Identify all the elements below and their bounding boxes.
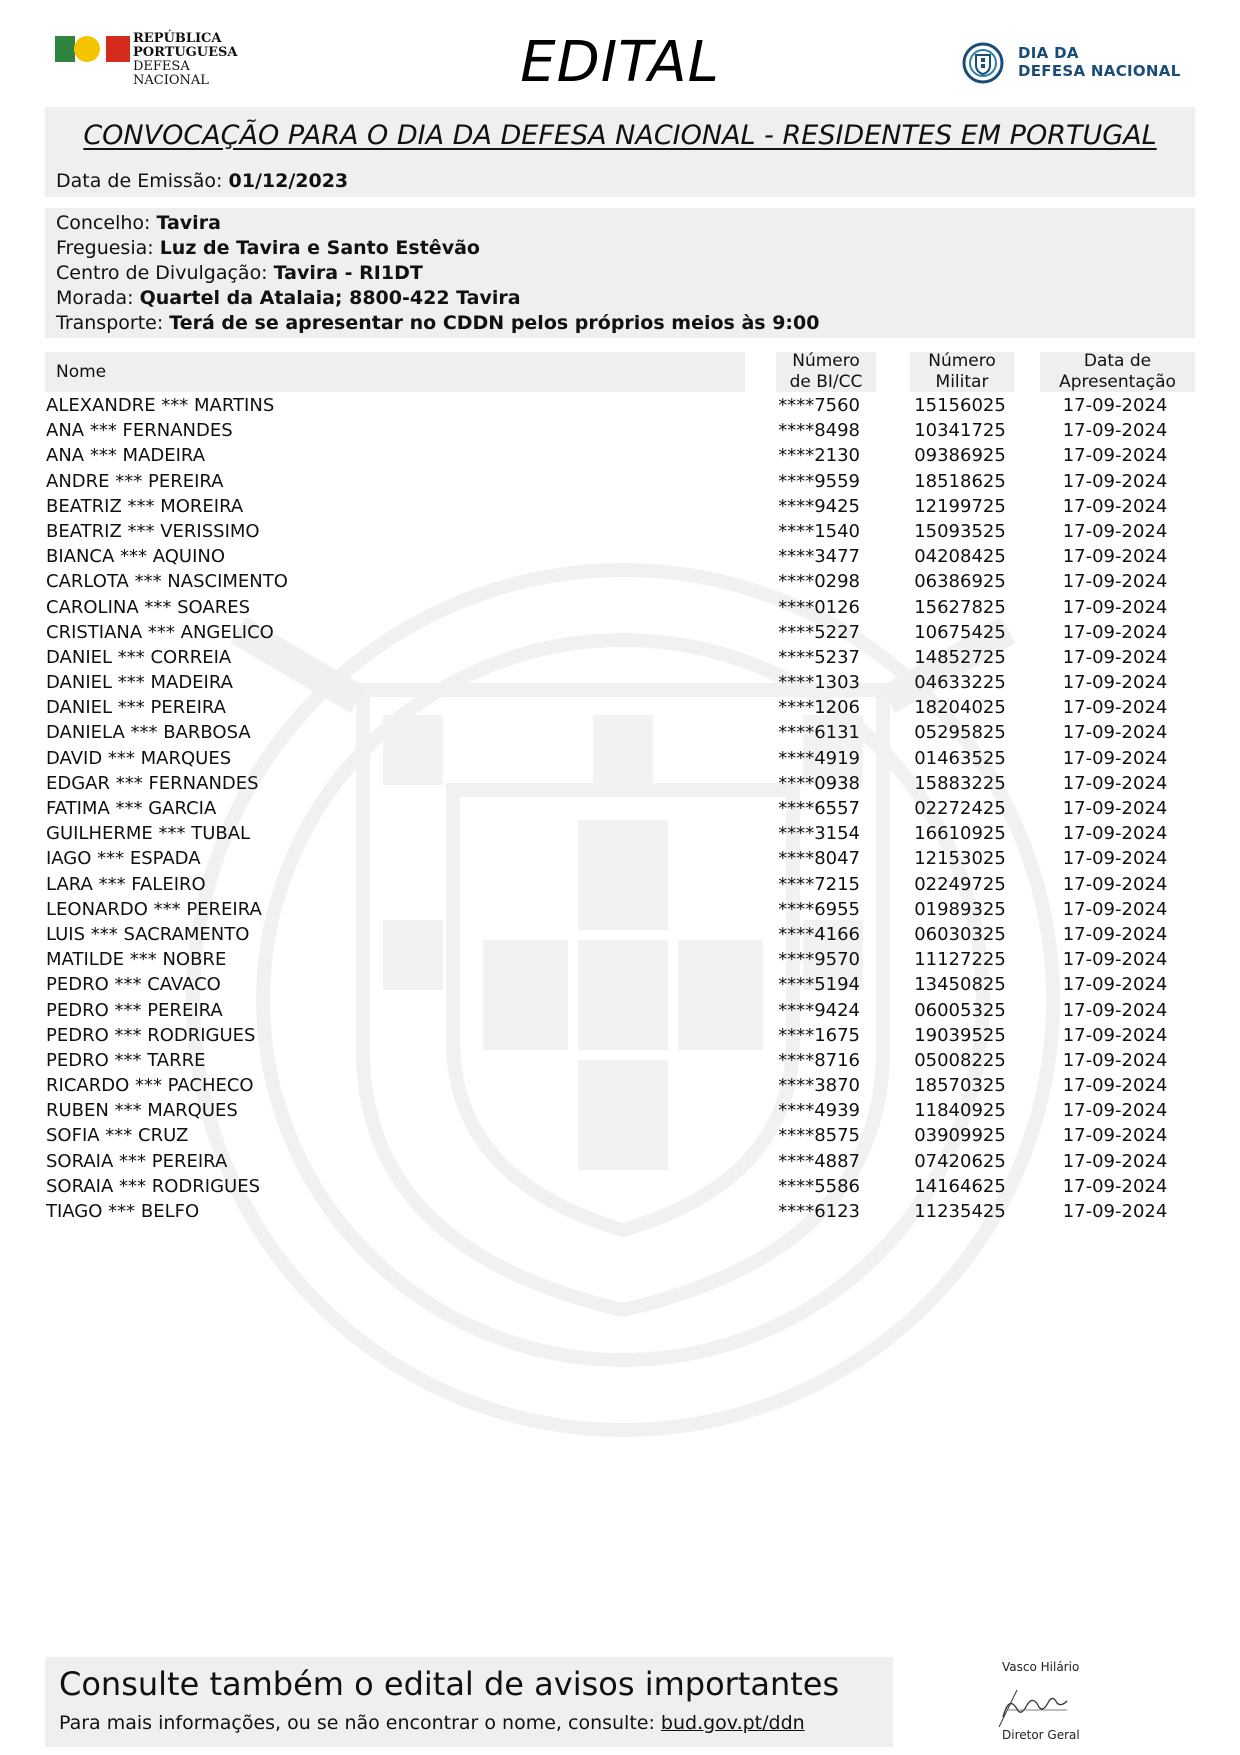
cell-data: 17-09-2024: [1062, 848, 1168, 870]
cell-data: 17-09-2024: [1062, 747, 1168, 769]
table-row: [0, 1199, 1240, 1224]
cell-militar: 18204025: [914, 697, 1006, 719]
cell-data: 17-09-2024: [1062, 1150, 1168, 1172]
cell-data: 17-09-2024: [1062, 823, 1168, 845]
header-militar-line2: Militar: [935, 372, 989, 392]
cell-bi: ****7215: [778, 873, 860, 895]
cell-bi: ****0298: [778, 571, 860, 593]
cell-bi: ****1540: [778, 520, 860, 542]
cell-militar: 11840925: [914, 1100, 1006, 1122]
cell-militar: 06005325: [914, 999, 1006, 1021]
cell-bi: ****5194: [778, 974, 860, 996]
cell-nome: BEATRIZ *** VERISSIMO: [46, 520, 260, 542]
transporte-line: [56, 311, 819, 336]
footer-info-text: Para mais informações, ou se não encontrar o nome, consulte:: [59, 1712, 655, 1734]
republica-line1: REPÚBLICA: [133, 31, 222, 46]
cell-militar: 16610925: [914, 823, 1006, 845]
table-row: [0, 1098, 1240, 1123]
cell-militar: 14852725: [914, 646, 1006, 668]
morada-label: Morada:: [56, 287, 134, 309]
cell-nome: DANIEL *** CORREIA: [46, 646, 232, 668]
cell-militar: 09386925: [914, 445, 1006, 467]
ddn-line1: DIA DA: [1018, 44, 1079, 62]
table-row: [0, 469, 1240, 494]
transporte-value: Terá de se apresentar no CDDN pelos próprios meios às 9:00: [169, 312, 820, 334]
cell-bi: ****0126: [778, 596, 860, 618]
cell-data: 17-09-2024: [1062, 923, 1168, 945]
table-row: [0, 720, 1240, 745]
emission-label: Data de Emissão:: [56, 170, 223, 192]
convocation-table-body: [0, 393, 1240, 1224]
cell-bi: ****4919: [778, 747, 860, 769]
defesa-line1: DEFESA: [133, 59, 190, 74]
table-row: [0, 821, 1240, 846]
table-row: [0, 1149, 1240, 1174]
cell-militar: 05295825: [914, 722, 1006, 744]
cell-data: 17-09-2024: [1062, 445, 1168, 467]
table-row: [0, 897, 1240, 922]
centro-label: Centro de Divulgação:: [56, 262, 268, 284]
cell-nome: ANA *** FERNANDES: [46, 420, 233, 442]
freguesia-line: [56, 236, 480, 261]
cell-militar: 06030325: [914, 923, 1006, 945]
cell-bi: ****2130: [778, 445, 860, 467]
table-row: [0, 947, 1240, 972]
cell-nome: DANIEL *** PEREIRA: [46, 697, 226, 719]
cell-bi: ****0938: [778, 772, 860, 794]
header-nome: Nome: [56, 362, 107, 382]
table-row: [0, 998, 1240, 1023]
cell-nome: TIAGO *** BELFO: [46, 1201, 200, 1222]
cell-bi: ****9424: [778, 999, 860, 1021]
cell-data: 17-09-2024: [1062, 798, 1168, 819]
cell-nome: GUILHERME *** TUBAL: [46, 823, 251, 845]
header-bi: [776, 351, 876, 393]
cell-data: 17-09-2024: [1062, 898, 1168, 920]
header-data-line1: Data de: [1083, 351, 1152, 371]
cell-nome: EDGAR *** FERNANDES: [46, 772, 259, 794]
header-bi-line1: Número: [792, 351, 860, 371]
cell-data: 17-09-2024: [1062, 1100, 1168, 1122]
header-data-line2: Apresentação: [1059, 372, 1176, 392]
table-row: [0, 695, 1240, 720]
cell-data: 17-09-2024: [1062, 1125, 1168, 1147]
cell-bi: ****7560: [778, 395, 860, 416]
cell-militar: 15093525: [914, 520, 1006, 542]
cell-militar: 02272425: [914, 798, 1006, 819]
cell-data: 17-09-2024: [1062, 470, 1168, 492]
cell-militar: 10341725: [914, 420, 1006, 442]
centro-line: [56, 261, 423, 286]
table-row: [0, 796, 1240, 821]
cell-data: 17-09-2024: [1062, 1175, 1168, 1197]
dia-da-defesa-nacional-logo: [962, 42, 1192, 88]
cell-bi: ****6123: [778, 1201, 860, 1222]
cell-data: 17-09-2024: [1062, 999, 1168, 1021]
cell-data: 17-09-2024: [1062, 546, 1168, 568]
cell-bi: ****6131: [778, 722, 860, 744]
cell-nome: SORAIA *** RODRIGUES: [46, 1175, 261, 1197]
cell-data: 17-09-2024: [1062, 1049, 1168, 1071]
cell-bi: ****4887: [778, 1150, 860, 1172]
convocation-title: CONVOCAÇÃO PARA O DIA DA DEFESA NACIONAL - RESIDENTES EM PORTUGAL: [83, 120, 1157, 151]
cell-data: 17-09-2024: [1062, 1075, 1168, 1097]
cell-militar: 06386925: [914, 571, 1006, 593]
cell-nome: CAROLINA *** SOARES: [46, 596, 251, 618]
cell-militar: 05008225: [914, 1049, 1006, 1071]
cell-bi: ****4166: [778, 923, 860, 945]
cell-nome: LARA *** FALEIRO: [46, 873, 206, 895]
signer-name: Vasco Hilário: [1002, 1660, 1080, 1674]
morada-value: Quartel da Atalaia; 8800-422 Tavira: [139, 287, 521, 309]
table-row: [0, 418, 1240, 443]
signer-title: Diretor Geral: [1002, 1728, 1080, 1742]
table-row: [0, 443, 1240, 468]
table-row: [0, 872, 1240, 897]
cell-bi: ****9425: [778, 495, 860, 517]
republica-line2: PORTUGUESA: [133, 45, 238, 60]
cell-militar: 02249725: [914, 873, 1006, 895]
cell-data: 17-09-2024: [1062, 672, 1168, 694]
table-row: [0, 1123, 1240, 1148]
cell-nome: RICARDO *** PACHECO: [46, 1075, 254, 1097]
table-row: [0, 670, 1240, 695]
cell-nome: ANDRE *** PEREIRA: [46, 470, 224, 492]
cell-data: 17-09-2024: [1062, 722, 1168, 744]
cell-nome: IAGO *** ESPADA: [46, 848, 201, 870]
cell-militar: 14164625: [914, 1175, 1006, 1197]
cell-bi: ****1206: [778, 697, 860, 719]
cell-militar: 04633225: [914, 672, 1006, 694]
concelho-label: Concelho:: [56, 212, 151, 234]
concelho-line: [56, 211, 221, 236]
table-row: [0, 1073, 1240, 1098]
cell-militar: 18518625: [914, 470, 1006, 492]
morada-line: [56, 286, 521, 311]
table-row: [0, 620, 1240, 645]
table-row: [0, 922, 1240, 947]
emission-date: 01/12/2023: [228, 170, 349, 192]
cell-data: 17-09-2024: [1062, 621, 1168, 643]
cell-data: 17-09-2024: [1062, 697, 1168, 719]
cell-data: 17-09-2024: [1062, 420, 1168, 442]
cell-militar: 10675425: [914, 621, 1006, 643]
cell-data: 17-09-2024: [1062, 646, 1168, 668]
defesa-line2: NACIONAL: [133, 73, 209, 88]
page-title: EDITAL: [520, 30, 720, 95]
table-row: [0, 846, 1240, 871]
cell-nome: PEDRO *** PEREIRA: [46, 999, 223, 1021]
cell-data: 17-09-2024: [1062, 1201, 1168, 1222]
cell-militar: 07420625: [914, 1150, 1006, 1172]
cell-nome: LUIS *** SACRAMENTO: [46, 923, 250, 945]
cell-militar: 15883225: [914, 772, 1006, 794]
cell-nome: ALEXANDRE *** MARTINS: [46, 395, 275, 416]
footer-main-notice: Consulte também o edital de avisos importantes: [59, 1665, 840, 1703]
freguesia-label: Freguesia:: [56, 237, 154, 259]
ddn-line2: DEFESA NACIONAL: [1018, 62, 1181, 80]
cell-militar: 01463525: [914, 747, 1006, 769]
cell-nome: PEDRO *** RODRIGUES: [46, 1024, 256, 1046]
cell-bi: ****3870: [778, 1075, 860, 1097]
table-row: [0, 393, 1240, 418]
cell-bi: ****4939: [778, 1100, 860, 1122]
cell-militar: 19039525: [914, 1024, 1006, 1046]
table-row: [0, 972, 1240, 997]
footer-info-line: [59, 1710, 805, 1736]
table-row: [0, 771, 1240, 796]
centro-value: Tavira - RI1DT: [273, 262, 423, 284]
cell-militar: 04208425: [914, 546, 1006, 568]
cell-nome: DANIEL *** MADEIRA: [46, 672, 233, 694]
cell-bi: ****6557: [778, 798, 860, 819]
cell-nome: DAVID *** MARQUES: [46, 747, 232, 769]
cell-data: 17-09-2024: [1062, 1024, 1168, 1046]
header-cell-nome: [45, 352, 745, 392]
table-row: [0, 569, 1240, 594]
cell-data: 17-09-2024: [1062, 949, 1168, 971]
table-row: [0, 494, 1240, 519]
cell-nome: MATILDE *** NOBRE: [46, 949, 227, 971]
cell-nome: BIANCA *** AQUINO: [46, 546, 226, 568]
cell-militar: 13450825: [914, 974, 1006, 996]
table-row: [0, 544, 1240, 569]
cell-bi: ****6955: [778, 898, 860, 920]
cell-data: 17-09-2024: [1062, 772, 1168, 794]
cell-bi: ****5227: [778, 621, 860, 643]
cell-nome: SOFIA *** CRUZ: [46, 1125, 189, 1147]
cell-militar: 11235425: [914, 1201, 1006, 1222]
header-bi-line2: de BI/CC: [789, 372, 863, 392]
emission-date-line: [56, 168, 348, 194]
cell-data: 17-09-2024: [1062, 495, 1168, 517]
cell-bi: ****8047: [778, 848, 860, 870]
cell-bi: ****9570: [778, 949, 860, 971]
cell-nome: BEATRIZ *** MOREIRA: [46, 495, 244, 517]
concelho-value: Tavira: [156, 212, 221, 234]
cell-bi: ****1303: [778, 672, 860, 694]
table-row: [0, 746, 1240, 771]
cell-militar: 15156025: [914, 395, 1006, 416]
header-data: [1040, 351, 1195, 393]
cell-militar: 01989325: [914, 898, 1006, 920]
cell-bi: ****8575: [778, 1125, 860, 1147]
cell-militar: 12153025: [914, 848, 1006, 870]
cell-nome: PEDRO *** CAVACO: [46, 974, 221, 996]
cell-data: 17-09-2024: [1062, 395, 1168, 416]
cell-nome: PEDRO *** TARRE: [46, 1049, 206, 1071]
table-row: [0, 595, 1240, 620]
table-row: [0, 645, 1240, 670]
cell-bi: ****5237: [778, 646, 860, 668]
cell-data: 17-09-2024: [1062, 596, 1168, 618]
cell-militar: 12199725: [914, 495, 1006, 517]
cell-nome: CARLOTA *** NASCIMENTO: [46, 571, 288, 593]
table-row: [0, 1048, 1240, 1073]
cell-data: 17-09-2024: [1062, 974, 1168, 996]
cell-data: 17-09-2024: [1062, 873, 1168, 895]
cell-nome: DANIELA *** BARBOSA: [46, 722, 251, 744]
cell-bi: ****5586: [778, 1175, 860, 1197]
cell-militar: 11127225: [914, 949, 1006, 971]
cell-bi: ****1675: [778, 1024, 860, 1046]
header-militar: [910, 351, 1014, 393]
cell-militar: 18570325: [914, 1075, 1006, 1097]
table-row: [0, 1023, 1240, 1048]
ddn-emblem-icon: [962, 42, 1004, 84]
cell-nome: ANA *** MADEIRA: [46, 445, 206, 467]
freguesia-value: Luz de Tavira e Santo Estêvão: [159, 237, 480, 259]
cell-nome: CRISTIANA *** ANGELICO: [46, 621, 274, 643]
cell-nome: RUBEN *** MARQUES: [46, 1100, 238, 1122]
header-militar-line1: Número: [928, 351, 996, 371]
cell-bi: ****9559: [778, 470, 860, 492]
table-row: [0, 519, 1240, 544]
table-row: [0, 1174, 1240, 1199]
cell-bi: ****8498: [778, 420, 860, 442]
ddn-wordmark: [1018, 44, 1181, 80]
footer-link[interactable]: bud.gov.pt/ddn: [660, 1712, 805, 1734]
cell-bi: ****8716: [778, 1049, 860, 1071]
cell-militar: 15627825: [914, 596, 1006, 618]
cell-nome: FATIMA *** GARCIA: [46, 798, 217, 819]
transporte-label: Transporte:: [56, 312, 164, 334]
cell-nome: SORAIA *** PEREIRA: [46, 1150, 228, 1172]
cell-data: 17-09-2024: [1062, 571, 1168, 593]
cell-bi: ****3477: [778, 546, 860, 568]
signature-icon: [995, 1672, 1095, 1732]
cell-nome: LEONARDO *** PEREIRA: [46, 898, 262, 920]
cell-data: 17-09-2024: [1062, 520, 1168, 542]
cell-militar: 03909925: [914, 1125, 1006, 1147]
cell-bi: ****3154: [778, 823, 860, 845]
